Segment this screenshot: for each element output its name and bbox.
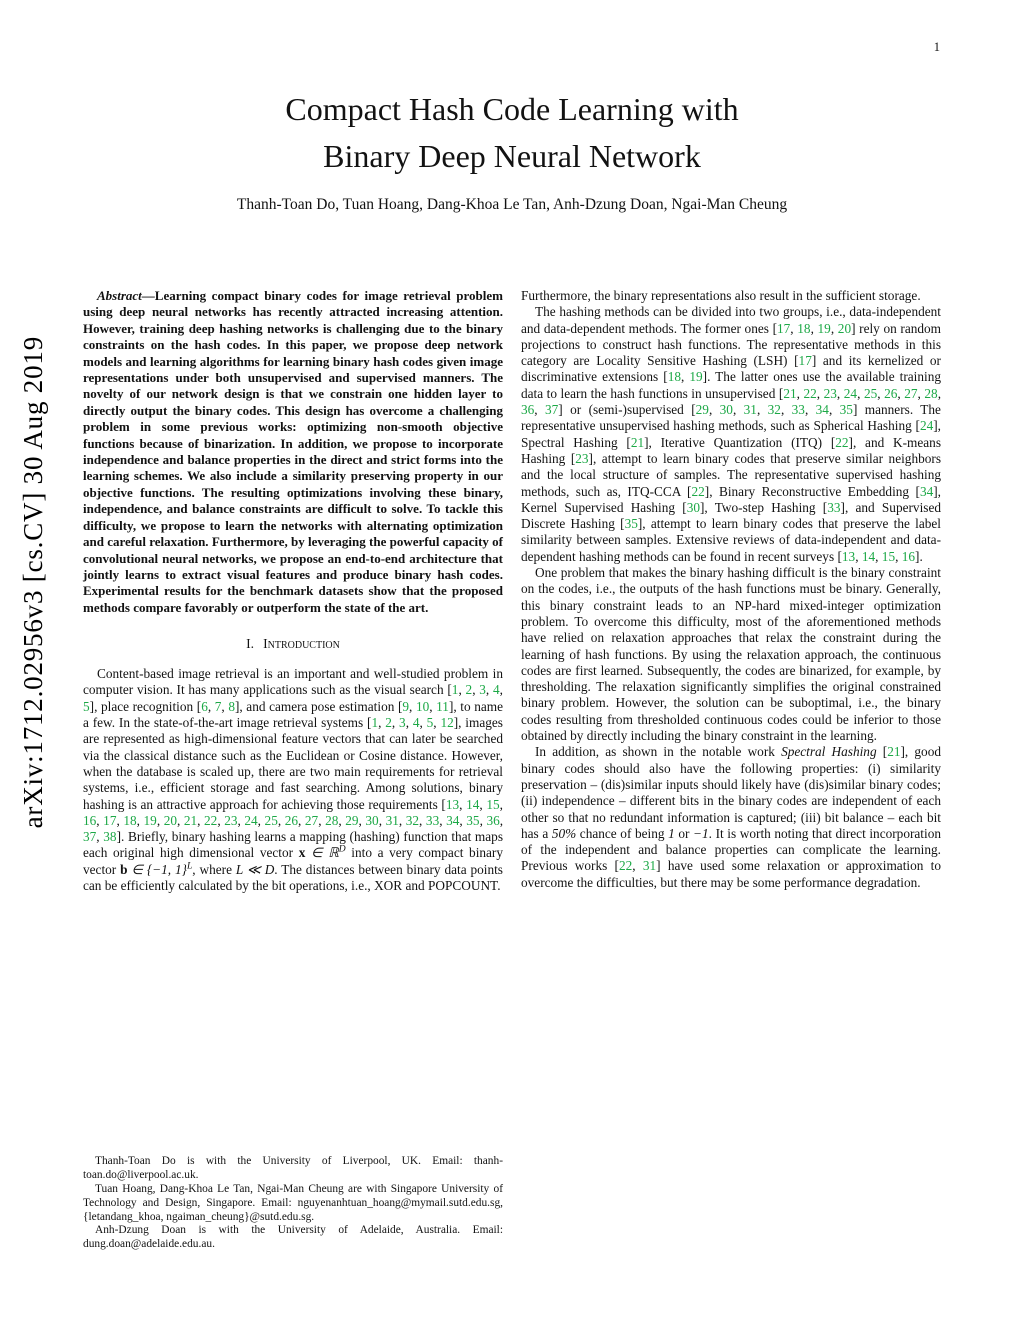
text-span: D (338, 843, 346, 855)
citation-link[interactable]: 27 (904, 385, 918, 401)
citation-link[interactable]: 31 (642, 858, 657, 874)
citation-link[interactable]: 22 (204, 812, 218, 828)
text-span: −1 (693, 825, 709, 841)
citation-link[interactable]: 26 (284, 812, 299, 828)
citation-link[interactable]: 37 (545, 402, 559, 418)
text-span: Abstract (97, 288, 142, 303)
section-heading-introduction (83, 636, 503, 652)
citation-link[interactable]: 24 (244, 812, 258, 828)
citation-link[interactable]: 31 (743, 402, 757, 418)
citation-link[interactable]: 3 (399, 715, 406, 731)
citation-link[interactable]: 22 (835, 434, 849, 450)
text-span: 50% (551, 825, 577, 841)
citation-link[interactable]: 22 (618, 858, 633, 874)
citation-link[interactable]: 34 (446, 812, 460, 828)
citation-link[interactable]: 36 (521, 402, 535, 418)
citation-link[interactable]: 17 (798, 353, 812, 369)
paragraph-storage-continuation: Furthermore, the binary representations also result in the sufficient storage. (521, 288, 921, 303)
text-span: x (298, 845, 306, 861)
paragraph-binary-constraint: One problem that makes the binary hashing difficult is the binary constraint on the codes, i.e., the outputs of the hash functions must be binary. Generally, this binary constraint leads to an NP-hard mixed-integer optimization problem. To overcome this difficulty, most of the aforementioned methods have relied on relaxation approaches that relax the constraint during the learning of hash functions. By using the relaxation approach, the continuous codes are first learned. Subsequently, the codes are binarized, for example, by thresholding. The relaxation significantly simplifies the original constrained binary problem. However, the solution can be suboptimal, i.e., the binary codes resulting from thresholded continuous codes could be inferior to those obtained by directly including the binary constraint in the learning. (521, 565, 941, 744)
citation-link[interactable]: 28 (325, 812, 339, 828)
citation-link[interactable]: 21 (630, 434, 645, 450)
citation-link[interactable]: 19 (689, 369, 703, 385)
citation-link[interactable]: 7 (214, 698, 222, 714)
page-number: 1 (933, 40, 940, 54)
arxiv-watermark: arXiv:1712.02956v3 [cs.CV] 30 Aug 2019 (18, 336, 48, 829)
citation-link[interactable]: 12 (440, 715, 454, 731)
citation-link[interactable]: 18 (797, 320, 811, 336)
citation-link[interactable]: 11 (436, 698, 449, 714)
left-column (83, 288, 503, 1252)
citation-link[interactable]: 14 (861, 548, 876, 564)
citation-link[interactable]: 4 (412, 715, 420, 731)
citation-link[interactable]: 31 (385, 812, 399, 828)
citation-link[interactable]: 29 (345, 812, 359, 828)
citation-link[interactable]: 17 (777, 320, 791, 336)
citation-link[interactable]: 34 (815, 402, 829, 418)
abstract-paragraph: Abstract—Learning compact binary codes for image retrieval problem using deep neural networks has recently attracted increasing attention. However, training deep hashing networks is challenging due to the binary constraints on the hash codes. In this paper, we propose deep network models and learning algorithms for learning binary hash codes given image representations under both unsupervised and supervised manners. The novelty of our network design is that we constrain one hidden layer to directly output the binary codes. This design has overcome a challenging problem in some previous works: optimizing non-smooth objective functions because of binarization. In addition, we propose to incorporate independence and balance properties in the direct and strict forms into the learning schemes. We also include a similarity preserving property in our objective functions. The resulting optimizations involving these binary, independence, and balance constraints are difficult to solve. To tackle this difficulty, we propose to learn the networks with alternating optimization and careful relaxation. Furthermore, by leveraging the powerful capacity of convolutional neural networks, we propose an end-to-end architecture that jointly learns to extract visual features and produce binary hash codes. Experimental results for the benchmark datasets show that the proposed methods compare favorably or outperform the state of the art. (83, 288, 503, 615)
intro-paragraph: Content-based image retrieval is an important and well-studied problem in computer vision. It has many applications such as the visual search [1, 2, 3, 4, 5], place recognition [6, 7, 8], and camera pose estimation [9, 10, 11], to name a few. In the state-of-the-art image retrieval systems [1, 2, 3, 4, 5, 12], images are represented as high-dimensional feature vectors that can later be searched via the classical distance such as the Euclidean or Cosine distance. However, when the database is scaled up, there are two main requirements for retrieval systems, i.e., efficient storage and fast searching. Among solutions, binary hashing is an attractive approach for achieving those requirements [13, 14, 15, 16, 17, 18, 19, 20, 21, 22, 23, 24, 25, 26, 27, 28, 29, 30, 31, 32, 33, 34, 35, 36, 37, 38]. Briefly, binary hashing learns a mapping (hashing) function that maps each original high dimensional vector x ∈ ℝ$^D$ into a very compact binary vector b ∈ {−1, 1}$^L$, where L ≪ D. The distances between binary data points can be efficiently calculated by the bit operations, i.e., XOR and POPCOUNT. (83, 666, 504, 893)
citation-link[interactable]: 29 (695, 402, 709, 418)
citation-link[interactable]: 18 (667, 369, 681, 385)
citation-link[interactable]: 19 (143, 812, 157, 828)
citation-link[interactable]: 24 (843, 385, 858, 401)
citation-link[interactable]: 19 (817, 320, 831, 336)
paper-header (0, 0, 1024, 214)
section-number: I. (246, 636, 255, 652)
footnote-affiliation-3: Anh-Dzung Doan is with the University of Adelaide, Australia. Email: dung.doan@adelaide.edu.au. (83, 1224, 503, 1251)
text-span: L ≪ D (235, 861, 275, 877)
citation-link[interactable]: 36 (486, 812, 500, 828)
paragraph-hashing-properties: In addition, as shown in the notable work Spectral Hashing [21], good binary codes should also have the following properties: (i) similarity preservation – (dis)similar inputs should likely have (dis)similar binary codes; (ii) independence – different bits in the binary codes are independent of each other so that no redundant information is captured; (iii) bit balance – each bit has a 50% chance of being 1 or −1. It is worth noting that direct incorporation of the independent and balance properties can complicate the learning. Previous works [22, 31] have used some relaxation or approximation to overcome the difficulties, but there may be some performance degradation. (521, 744, 941, 890)
citation-link[interactable]: 5 (426, 715, 434, 731)
citation-link[interactable]: 21 (783, 385, 797, 401)
citation-link[interactable]: 1 (371, 715, 379, 731)
title-line-2: Binary Deep Neural Network (323, 138, 701, 174)
citation-link[interactable]: 34 (919, 483, 934, 499)
two-column-body (0, 288, 1024, 1252)
citation-link[interactable]: 15 (486, 796, 500, 812)
footnote-affiliation-2: Tuan Hoang, Dang-Khoa Le Tan, Ngai-Man Cheung are with Singapore University of Technology and Design, Singapore. Email: nguyenanhtuan_hoang@mymail.sutd.edu.sg, {letandang_khoa, ngaiman_cheung}@sutd.edu.sg. (83, 1183, 503, 1223)
citation-link[interactable]: 32 (405, 812, 420, 828)
citation-link[interactable]: 8 (228, 698, 235, 714)
author-footnotes (83, 1149, 503, 1252)
citation-link[interactable]: 25 (264, 812, 278, 828)
citation-link[interactable]: 25 (863, 385, 878, 401)
citation-link[interactable]: 21 (887, 744, 901, 760)
citation-link[interactable]: 6 (201, 698, 208, 714)
citation-link[interactable]: 2 (385, 715, 392, 731)
citation-link[interactable]: 23 (823, 385, 837, 401)
title-line-1: Compact Hash Code Learning with (285, 91, 739, 127)
citation-link[interactable]: 9 (402, 698, 410, 714)
text-span: Spectral Hashing (781, 744, 877, 760)
citation-link[interactable]: 26 (884, 385, 898, 401)
citation-link[interactable]: 17 (103, 812, 117, 828)
citation-link[interactable]: 3 (479, 682, 486, 698)
right-column (521, 288, 941, 1252)
citation-link[interactable]: 22 (691, 483, 705, 499)
text-span: ∈ ℝ (305, 845, 339, 861)
citation-link[interactable]: 33 (827, 499, 841, 515)
paper-title (0, 86, 1024, 180)
citation-link[interactable]: 13 (841, 548, 856, 564)
section-title: Introduction (263, 636, 340, 652)
citation-link[interactable]: 37 (83, 829, 97, 845)
citation-link[interactable]: 35 (624, 516, 638, 532)
text-span: b (120, 861, 128, 877)
citation-link[interactable]: 28 (924, 385, 938, 401)
citation-link[interactable]: 13 (445, 796, 460, 812)
footnote-affiliation-1: Thanh-Toan Do is with the University of Liverpool, UK. Email: thanh-toan.do@liverpool.ac.uk. (83, 1155, 503, 1182)
citation-link[interactable]: 5 (83, 698, 90, 714)
paper-authors: Thanh-Toan Do, Tuan Hoang, Dang-Khoa Le Tan, Anh-Dzung Doan, Ngai-Man Cheung (236, 196, 788, 213)
citation-link[interactable]: 2 (465, 682, 473, 698)
citation-link[interactable]: 32 (767, 402, 781, 418)
citation-link[interactable]: 30 (719, 402, 733, 418)
citation-link[interactable]: 27 (304, 812, 319, 828)
citation-link[interactable]: 33 (791, 402, 805, 418)
citation-link[interactable]: 33 (425, 812, 440, 828)
citation-link[interactable]: 23 (575, 450, 589, 466)
citation-link[interactable]: 10 (415, 698, 430, 714)
citation-link[interactable]: 20 (163, 812, 177, 828)
citation-link[interactable]: 24 (919, 418, 934, 434)
citation-link[interactable]: 16 (83, 812, 97, 828)
citation-link[interactable]: 38 (103, 829, 117, 845)
citation-link[interactable]: 22 (803, 385, 817, 401)
text-span: 1 (668, 825, 675, 841)
citation-link[interactable]: 20 (837, 320, 852, 336)
text-span: L (186, 860, 193, 872)
citation-link[interactable]: 1 (451, 682, 459, 698)
citation-link[interactable]: 23 (224, 812, 238, 828)
citation-link[interactable]: 21 (183, 812, 198, 828)
citation-link[interactable]: 14 (466, 796, 480, 812)
citation-link[interactable]: 35 (466, 812, 480, 828)
citation-link[interactable]: 4 (493, 682, 500, 698)
citation-link[interactable]: 16 (901, 548, 916, 564)
citation-link[interactable]: 18 (123, 812, 137, 828)
text-span: ∈ {−1, 1} (127, 861, 187, 877)
citation-link[interactable]: 30 (365, 812, 379, 828)
paragraph-hashing-methods: The hashing methods can be divided into two groups, i.e., data-independent and data-dependent methods. The former ones [17, 18, 19, 20] rely on random projections to construct hash functions. The representative methods in this category are Locality Sensitive Hashing (LSH) [17] and its kernelized or discriminative extensions [18, 19]. The latter ones use the available training data to learn the hash functions in unsupervised [21, 22, 23, 24, 25, 26, 27, 28, 36, 37] or (semi-)supervised [29, 30, 31, 32, 33, 34, 35] manners. The representative unsupervised hashing methods, such as Spherical Hashing [24], Spectral Hashing [21], Iterative Quantization (ITQ) [22], and K-means Hashing [23], attempt to learn binary codes that preserve similar neighbors and the local structure of samples. The representative supervised hashing methods, such as, ITQ-CCA [22], Binary Reconstructive Embedding [34], Kernel Supervised Hashing [30], Two-step Hashing [33], and Supervised Discrete Hashing [35], attempt to learn binary codes that preserve the label similarity between samples. Extensive reviews of data-independent and data-dependent hashing methods can be found in recent surveys [13, 14, 15, 16]. (521, 304, 942, 564)
citation-link[interactable]: 15 (881, 548, 896, 564)
citation-link[interactable]: 30 (686, 499, 700, 515)
citation-link[interactable]: 35 (839, 402, 853, 418)
